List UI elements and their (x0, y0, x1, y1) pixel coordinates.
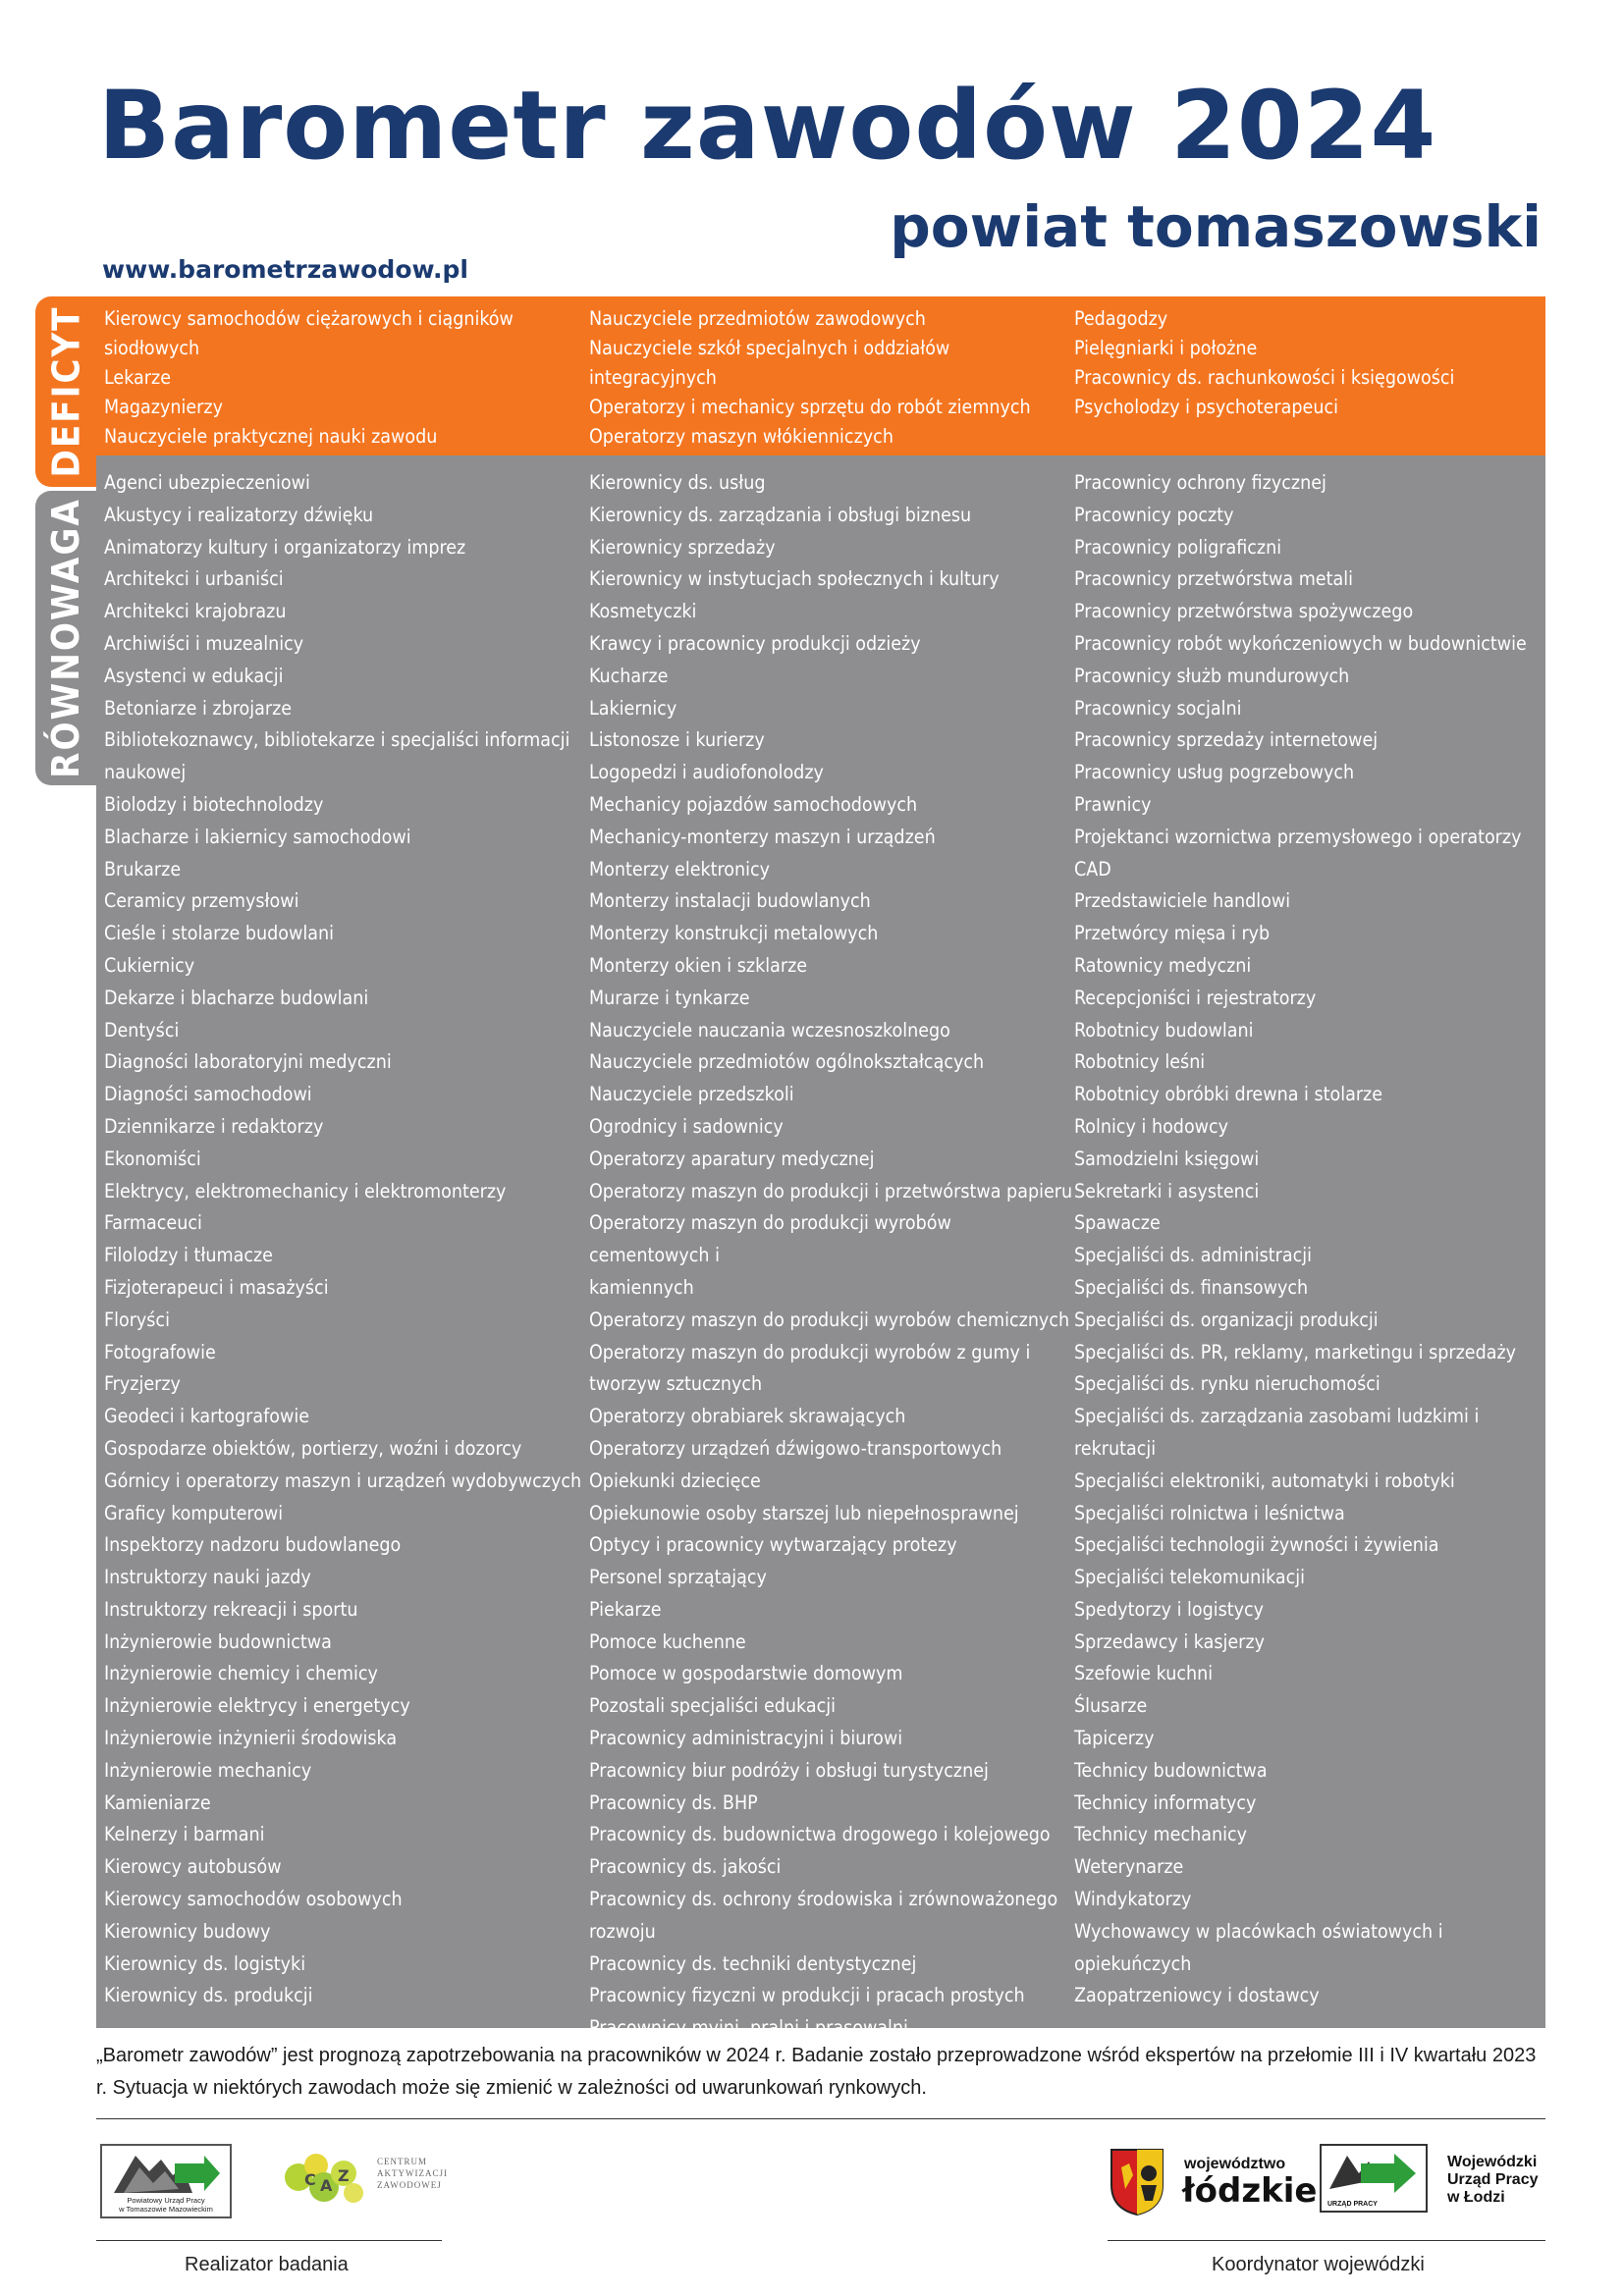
occupation-item: Optycy i pracownicy wytwarzający protezy (589, 1533, 957, 1557)
occupation-item: Inżynierowie elektrycy i energetycy (104, 1694, 410, 1718)
occupation-item: Fizjoterapeuci i masażyści (104, 1275, 329, 1299)
occupation-item: Kierownicy ds. zarządzania i obsługi biznesu (589, 503, 972, 526)
occupation-item: Nauczyciele przedszkoli (589, 1083, 794, 1106)
occupation-item: Pracownicy przetwórstwa spożywczego (1074, 600, 1414, 623)
occupation-item: Lakiernicy (589, 696, 677, 720)
occupation-item: Tapicerzy (1074, 1727, 1155, 1750)
occupation-item: Pracownicy usług pogrzebowych (1074, 761, 1355, 784)
occupation-item: Blacharze i lakiernicy samochodowi (104, 825, 411, 848)
occupation-item: Spedytorzy i logistycy (1074, 1597, 1265, 1621)
occupation-item: Bibliotekoznawcy, bibliotekarze i specjaliści informacji (104, 728, 570, 752)
occupation-item: Pracownicy ds. techniki dentystycznej (589, 1951, 917, 1975)
occupation-item: Spawacze (1074, 1211, 1161, 1235)
occupation-item: Ślusarze (1074, 1694, 1148, 1718)
occupation-item: Operatorzy urządzeń dźwigowo-transportowych (589, 1436, 1002, 1460)
occupation-item: Monterzy instalacji budowlanych (589, 889, 871, 913)
occupation-item: Pracownicy przetwórstwa metali (1074, 567, 1353, 591)
occupation-item: Animatorzy kultury i organizatorzy imprez (104, 535, 466, 559)
occupation-item: Nauczyciele praktycznej nauki zawodu (104, 425, 438, 448)
occupation-item: Nauczyciele przedmiotów ogólnokształcących (589, 1050, 985, 1074)
occupation-item: Specjaliści ds. rynku nieruchomości (1074, 1372, 1380, 1396)
occupation-item: Kierownicy ds. produkcji (104, 1984, 313, 2007)
occupation-item: Cieśle i stolarze budowlani (104, 922, 335, 945)
occupation-item: Kierownicy w instytucjach społecznych i kultury (589, 567, 1000, 591)
occupation-item: Specjaliści ds. organizacji produkcji (1074, 1308, 1379, 1331)
occupation-item: Agenci ubezpieczeniowi (104, 471, 310, 494)
balance-label: RÓWNOWAGA (44, 498, 88, 778)
occupation-item: Kierowcy autobusów (104, 1855, 282, 1879)
occupation-item: Opiekunki dziecięce (589, 1468, 761, 1492)
occupation-item: kamiennych (589, 1275, 694, 1299)
occupation-item: Pracownicy poligraficzni (1074, 535, 1282, 559)
occupation-item: Pozostali specjaliści edukacji (589, 1694, 836, 1718)
occupation-item: Pracownicy fizyczni w produkcji i pracach prostych (589, 1984, 1025, 2007)
occupation-item: Pracownicy ds. rachunkowości i księgowości (1074, 366, 1455, 389)
occupation-item: Pomoce w gospodarstwie domowym (589, 1662, 903, 1685)
wup-caption: URZĄD PRACY (1327, 2201, 1378, 2208)
svg-text:Z: Z (338, 2166, 350, 2185)
left-signature-line (96, 2240, 442, 2241)
lodzkie-big-text: łódzkie (1182, 2171, 1318, 2211)
occupation-item: Monterzy elektronicy (589, 857, 771, 881)
occupation-item: Kosmetyczki (589, 600, 697, 623)
occupation-item: rekrutacji (1074, 1436, 1157, 1460)
occupation-item: Inżynierowie chemicy i chemicy (104, 1662, 378, 1685)
occupation-item: Farmaceuci (104, 1211, 202, 1235)
right-signature-line (1108, 2240, 1545, 2241)
occupation-item: Specjaliści ds. finansowych (1074, 1275, 1309, 1299)
occupation-item: Diagności laboratoryjni medyczni (104, 1050, 392, 1074)
occupation-item: Pracownicy poczty (1074, 503, 1234, 526)
occupation-item: Dentyści (104, 1018, 180, 1041)
occupation-item: Logopedzi i audiofonolodzy (589, 761, 824, 784)
lodzkie-small-text: województwo (1184, 2156, 1286, 2172)
occupation-item: Diagności samochodowi (104, 1083, 312, 1106)
deficit-section-tab (35, 296, 96, 487)
wup-line2: Urząd Pracy (1447, 2171, 1539, 2188)
occupation-item: Kamieniarze (104, 1790, 211, 1814)
occupation-item: Monterzy okien i szklarze (589, 953, 808, 977)
occupation-item: Specjaliści telekomunikacji (1074, 1566, 1306, 1589)
pup-mountains-icon (114, 2150, 222, 2195)
occupation-item: Sekretarki i asystenci (1074, 1179, 1260, 1202)
deficit-column-2 (589, 304, 1074, 455)
occupation-item: Nauczyciele nauczania wczesnoszkolnego (589, 1018, 950, 1041)
pup-caption-line2: w Tomaszowie Mazowieckim (119, 2205, 213, 2214)
occupation-item: Pracownicy ds. budownictwa drogowego i kolejowego (589, 1823, 1051, 1846)
deficit-band (96, 296, 1545, 455)
occupation-item: Instruktorzy nauki jazdy (104, 1566, 311, 1589)
balance-band (96, 455, 1545, 2040)
deficit-label: DEFICYT (44, 305, 88, 478)
occupation-item: Fotografowie (104, 1340, 216, 1363)
occupation-item: Elektrycy, elektromechanicy i elektromonterzy (104, 1179, 507, 1202)
occupation-item: Architekci krajobrazu (104, 600, 287, 623)
cazp-line1: CENTRUM (377, 2157, 428, 2166)
wup-name (1447, 2154, 1539, 2207)
occupation-item: Pracownicy robót wykończeniowych w budownictwie (1074, 631, 1527, 655)
lodzkie-crest-icon (1108, 2146, 1166, 2216)
occupation-item: Recepcjoniści i rejestratorzy (1074, 986, 1317, 1009)
occupation-item: Pracownicy sprzedaży internetowej (1074, 728, 1379, 752)
occupation-item: Operatorzy i mechanicy sprzętu do robót ziemnych (589, 396, 1031, 418)
occupation-item: Pracownicy administracyjni i biurowi (589, 1727, 903, 1750)
occupation-item: Kierowcy samochodów ciężarowych i ciągników (104, 307, 514, 330)
occupation-item: Pielęgniarki i położne (1074, 337, 1258, 359)
occupation-item: Specjaliści rolnictwa i leśnictwa (1074, 1501, 1345, 1524)
coordinator-label: Koordynator wojewódzki (1212, 2254, 1425, 2275)
occupation-item: Specjaliści elektroniki, automatyki i robotyki (1074, 1468, 1455, 1492)
occupation-item: Inżynierowie mechanicy (104, 1758, 312, 1782)
occupation-item: Inżynierowie inżynierii środowiska (104, 1727, 398, 1750)
occupation-item: Lekarze (104, 366, 172, 389)
occupation-item: Piekarze (589, 1597, 662, 1621)
occupation-item: Mechanicy pojazdów samochodowych (589, 792, 918, 816)
occupation-item: Cukiernicy (104, 953, 195, 977)
occupation-item: Technicy informatycy (1074, 1790, 1257, 1814)
occupation-item: siodłowych (104, 337, 200, 359)
wup-arrow-icon (1322, 2146, 1426, 2199)
pup-caption-line1: Powiatowy Urząd Pracy (127, 2196, 205, 2205)
occupation-item: Kierownicy ds. logistyki (104, 1951, 306, 1975)
occupation-item: Weterynarze (1074, 1855, 1184, 1879)
occupation-item: Specjaliści technologii żywności i żywienia (1074, 1533, 1439, 1557)
occupation-item: Operatorzy aparatury medycznej (589, 1147, 875, 1170)
occupation-item: Akustycy i realizatorzy dźwięku (104, 503, 374, 526)
deficit-column-1 (104, 304, 589, 455)
realizator-label: Realizator badania (185, 2254, 349, 2275)
website-link[interactable]: www.barometrzawodow.pl (102, 255, 468, 284)
occupation-item: Robotnicy budowlani (1074, 1018, 1254, 1041)
occupation-item: Kierownicy ds. usług (589, 471, 766, 494)
occupation-item: Inżynierowie budownictwa (104, 1629, 332, 1653)
occupation-item: Pracownicy służb mundurowych (1074, 664, 1350, 687)
deficit-column-3 (1074, 304, 1559, 455)
occupation-item: Pracownicy myjni, pralni i prasowalni (589, 2016, 908, 2040)
occupation-item: Pracownicy ds. jakości (589, 1855, 782, 1879)
occupation-item: Ceramicy przemysłowi (104, 889, 299, 913)
cazp-name (377, 2156, 448, 2191)
occupation-item: Operatorzy maszyn do produkcji wyrobów cementowych i (589, 1211, 951, 1267)
occupation-item: Murarze i tynkarze (589, 986, 750, 1009)
occupation-item: Robotnicy obróbki drewna i stolarze (1074, 1083, 1383, 1106)
pup-logo (100, 2144, 232, 2218)
occupation-item: Brukarze (104, 857, 182, 881)
occupation-item: Specjaliści ds. PR, reklamy, marketingu i sprzedaży (1074, 1340, 1517, 1363)
balance-column-3 (1074, 467, 1559, 2028)
occupation-item: Ogrodnicy i sadownicy (589, 1114, 784, 1138)
occupation-item: Górnicy i operatorzy maszyn i urządzeń wydobywczych (104, 1468, 582, 1492)
occupation-item: Prawnicy (1074, 792, 1152, 816)
survey-note: „Barometr zawodów” jest prognozą zapotrzebowania na pracowników w 2024 r. Badanie zostało przeprowadzone wśród ekspertów na przełomie III i IV kwartału 2023 r. Sytuacja w niektórych zawodach może się zmienić w zależności od uwarunkowań rynkowych. (96, 2045, 1537, 2099)
occupation-item: Biolodzy i biotechnolodzy (104, 792, 324, 816)
occupation-item: Asystenci w edukacji (104, 664, 284, 687)
occupation-item: Projektanci wzornictwa przemysłowego i operatorzy CAD (1074, 825, 1522, 881)
occupation-item: Rolnicy i hodowcy (1074, 1114, 1229, 1138)
occupation-item: Kelnerzy i barmani (104, 1823, 265, 1846)
occupation-item: Archiwiści i muzealnicy (104, 631, 304, 655)
occupation-item: Mechanicy-monterzy maszyn i urządzeń (589, 825, 936, 848)
occupation-item: Przedstawiciele handlowi (1074, 889, 1291, 913)
occupation-item: Zaopatrzeniowcy i dostawcy (1074, 1984, 1320, 2007)
svg-text:A: A (320, 2176, 333, 2195)
occupation-item: integracyjnych (589, 366, 717, 389)
occupation-item: Pracownicy ds. BHP (589, 1790, 758, 1814)
occupation-item: tworzyw sztucznych (589, 1372, 763, 1396)
region-subtitle: powiat tomaszowski (890, 193, 1542, 260)
occupation-item: Operatorzy maszyn do produkcji wyrobów chemicznych (589, 1308, 1070, 1331)
svg-text:C: C (304, 2170, 316, 2189)
occupation-item: Monterzy konstrukcji metalowych (589, 922, 879, 945)
occupation-item: Pracownicy ds. ochrony środowiska i zrównoważonego (589, 1888, 1058, 1911)
occupation-item: Kierownicy budowy (104, 1919, 271, 1943)
cazp-line2: AKTYWIZACJI (377, 2168, 448, 2178)
occupation-item: Kucharze (589, 664, 669, 687)
occupation-item: Pracownicy socjalni (1074, 696, 1242, 720)
occupation-item: naukowej (104, 761, 187, 784)
occupation-item: Szefowie kuchni (1074, 1662, 1214, 1685)
wup-line3: w Łodzi (1447, 2189, 1505, 2206)
occupation-item: Dekarze i blacharze budowlani (104, 986, 369, 1009)
occupation-item: Pomoce kuchenne (589, 1629, 746, 1653)
occupation-item: Technicy mechanicy (1074, 1823, 1247, 1846)
occupation-item: Pracownicy ochrony fizycznej (1074, 471, 1326, 494)
occupation-item: Pracownicy biur podróży i obsługi turystycznej (589, 1758, 989, 1782)
occupation-item: Ratownicy medyczni (1074, 953, 1252, 977)
occupation-item: Operatorzy obrabiarek skrawających (589, 1405, 906, 1428)
wup-line1: Wojewódzki (1447, 2154, 1538, 2170)
occupation-item: Operatorzy maszyn do produkcji wyrobów z gumy i (589, 1340, 1031, 1363)
occupation-item: Kierownicy sprzedaży (589, 535, 776, 559)
occupation-item: Przetwórcy mięsa i ryb (1074, 922, 1271, 945)
occupation-item: Betoniarze i zbrojarze (104, 696, 293, 720)
occupation-item: Samodzielni księgowi (1074, 1147, 1260, 1170)
occupation-item: Operatorzy maszyn włókienniczych (589, 425, 893, 448)
balance-column-1 (104, 467, 589, 2028)
occupation-item: Specjaliści ds. zarządzania zasobami ludzkimi i (1074, 1405, 1480, 1428)
occupation-item: rozwoju (589, 1919, 656, 1943)
occupation-item: Architekci i urbaniści (104, 567, 284, 591)
balance-section-tab (35, 491, 96, 785)
occupation-item: Wychowawcy w placówkach oświatowych i opiekuńczych (1074, 1919, 1443, 1975)
occupation-item: Listonosze i kurierzy (589, 728, 765, 752)
occupation-item: Instruktorzy rekreacji i sportu (104, 1597, 358, 1621)
occupation-item: Graficy komputerowi (104, 1501, 284, 1524)
occupation-item: Nauczyciele przedmiotów zawodowych (589, 307, 926, 330)
occupation-item: Inspektorzy nadzoru budowlanego (104, 1533, 402, 1557)
page-title: Barometr zawodów 2024 (98, 71, 1437, 181)
occupation-item: Robotnicy leśni (1074, 1050, 1206, 1074)
occupation-item: Personel sprzątający (589, 1566, 767, 1589)
occupation-item: Nauczyciele szkół specjalnych i oddziałów (589, 337, 950, 359)
occupation-item: Geodeci i kartografowie (104, 1405, 309, 1428)
occupation-item: Fryzjerzy (104, 1372, 181, 1396)
balance-column-2 (589, 467, 1074, 2040)
occupation-item: Gospodarze obiektów, portierzy, woźni i dozorcy (104, 1436, 522, 1460)
occupation-item: Filolodzy i tłumacze (104, 1244, 273, 1267)
occupation-item: Floryści (104, 1308, 170, 1331)
occupation-item: Magazynierzy (104, 396, 223, 418)
occupation-item: Specjaliści ds. administracji (1074, 1244, 1312, 1267)
occupation-item: Technicy budownictwa (1074, 1758, 1268, 1782)
occupation-item: Ekonomiści (104, 1147, 201, 1170)
occupation-item: Operatorzy maszyn do produkcji i przetwórstwa papieru (589, 1179, 1073, 1202)
occupation-item: Opiekunowie osoby starszej lub niepełnosprawnej (589, 1501, 1019, 1524)
occupation-item: Krawcy i pracownicy produkcji odzieży (589, 631, 921, 655)
occupation-item: Sprzedawcy i kasjerzy (1074, 1629, 1265, 1653)
occupation-item: Pedagodzy (1074, 307, 1168, 330)
footer-divider (96, 2118, 1545, 2119)
occupation-item: Windykatorzy (1074, 1888, 1192, 1911)
occupation-item: Dziennikarze i redaktorzy (104, 1114, 324, 1138)
cazp-line3: ZAWODOWEJ (377, 2180, 442, 2190)
occupation-item: Kierowcy samochodów osobowych (104, 1888, 403, 1911)
occupation-item: Psycholodzy i psychoterapeuci (1074, 396, 1338, 418)
